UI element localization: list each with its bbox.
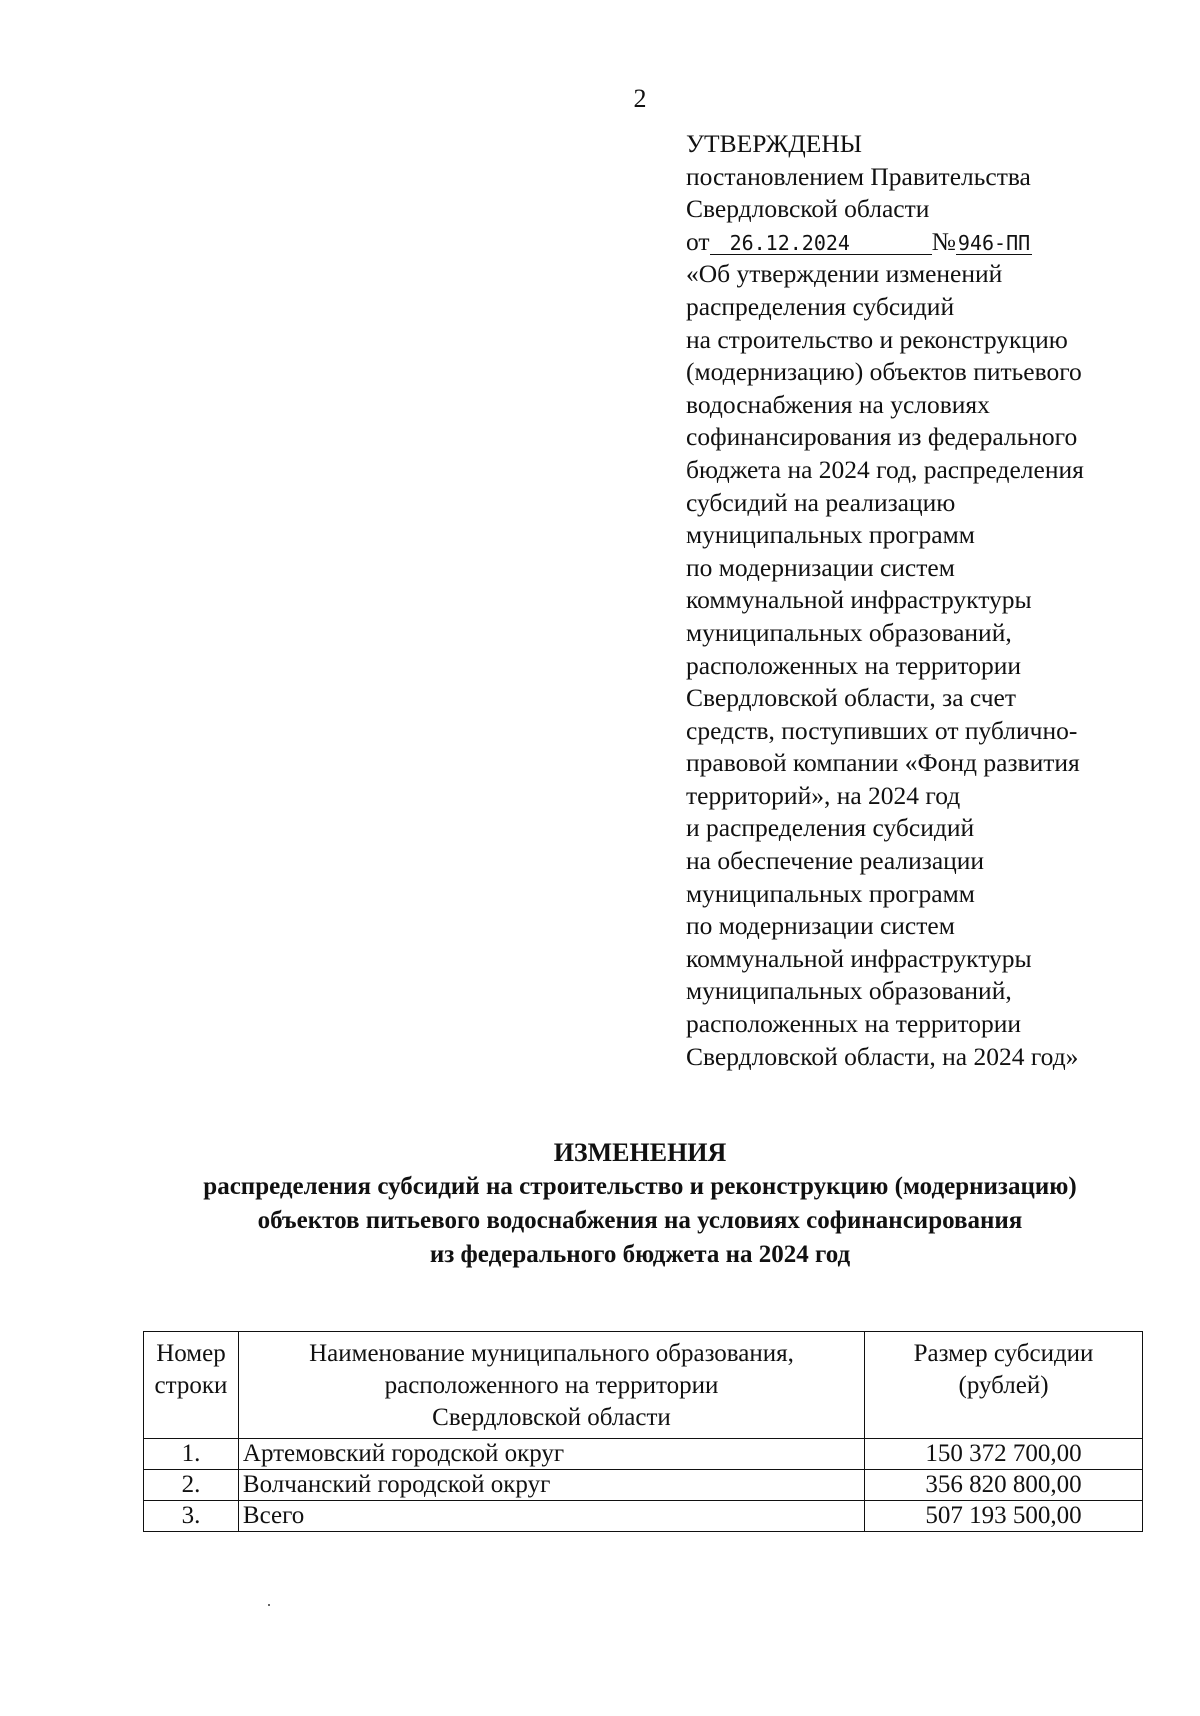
approval-title-line: муниципальных образований, bbox=[686, 976, 1012, 1006]
header-number bbox=[144, 1332, 239, 1439]
date-prefix: от bbox=[686, 226, 710, 256]
document-subtitle-line: распределения субсидий на строительство и реконструкцию (модернизацию) bbox=[203, 1173, 1077, 1200]
approval-date-line bbox=[686, 226, 1156, 259]
approval-title-line: коммунальной инфраструктуры bbox=[686, 943, 1032, 973]
row-name: Артемовский городской округ bbox=[238, 1439, 864, 1470]
header-amount bbox=[865, 1332, 1143, 1439]
approval-title-line: по модернизации систем bbox=[686, 552, 955, 582]
approval-title-line: распределения субсидий bbox=[686, 291, 955, 321]
scan-speck bbox=[268, 1604, 270, 1606]
approval-title-line: и распределения субсидий bbox=[686, 813, 975, 843]
header-name bbox=[238, 1332, 864, 1439]
header-amount-line: Размер субсидии bbox=[913, 1340, 1094, 1367]
approval-title bbox=[686, 258, 1156, 1073]
header-name-line: Свердловской области bbox=[432, 1404, 671, 1431]
approval-title-line: муниципальных образований, bbox=[686, 617, 1012, 647]
table-row bbox=[144, 1470, 1143, 1501]
header-name-line: расположенного на территории bbox=[384, 1372, 719, 1399]
row-amount: 507 193 500,00 bbox=[865, 1501, 1143, 1532]
approval-title-line: софинансирования из федерального bbox=[686, 422, 1078, 452]
approval-title-line: по модернизации систем bbox=[686, 911, 955, 941]
approval-number: 946-ПП bbox=[957, 230, 1031, 255]
approval-heading: УТВЕРЖДЕНЫ bbox=[686, 129, 862, 158]
approval-title-line: «Об утверждении изменений bbox=[686, 259, 1003, 289]
approval-title-line: расположенных на территории bbox=[686, 650, 1021, 680]
header-number-line: Номер bbox=[156, 1340, 226, 1367]
document-subtitle-line: из федерального бюджета на 2024 год bbox=[429, 1241, 851, 1268]
row-number: 2. bbox=[144, 1470, 239, 1501]
approval-title-line: (модернизацию) объектов питьевого bbox=[686, 357, 1082, 387]
table-header-row bbox=[144, 1332, 1143, 1439]
approval-title-line: территорий», на 2024 год bbox=[686, 780, 961, 810]
approval-title-line: расположенных на территории bbox=[686, 1009, 1021, 1039]
approval-date: 26.12.2024 bbox=[710, 232, 932, 255]
number-prefix: № bbox=[931, 226, 956, 256]
header-name-line: Наименование муниципального образования, bbox=[309, 1340, 794, 1367]
approval-title-line: коммунальной инфраструктуры bbox=[686, 585, 1032, 615]
header-number-line: строки bbox=[154, 1372, 228, 1399]
approval-title-line: муниципальных программ bbox=[686, 520, 975, 550]
approval-title-line: правовой компании «Фонд развития bbox=[686, 748, 1080, 778]
row-name: Волчанский городской округ bbox=[238, 1470, 864, 1501]
approval-title-line: водоснабжения на условиях bbox=[686, 389, 990, 419]
row-amount: 150 372 700,00 bbox=[865, 1439, 1143, 1470]
document-subtitle-line: объектов питьевого водоснабжения на условиях софинансирования bbox=[257, 1207, 1023, 1234]
approval-title-line: средств, поступивших от публично- bbox=[686, 715, 1078, 745]
approval-title-line: на строительство и реконструкцию bbox=[686, 324, 1068, 354]
row-number: 1. bbox=[144, 1439, 239, 1470]
row-number: 3. bbox=[144, 1501, 239, 1532]
approval-title-line: бюджета на 2024 год, распределения bbox=[686, 454, 1084, 484]
approval-title-line: Свердловской области, на 2024 год» bbox=[686, 1041, 1079, 1071]
approval-title-line: субсидий на реализацию bbox=[686, 487, 956, 517]
table-row bbox=[144, 1439, 1143, 1470]
approval-title-line: на обеспечение реализации bbox=[686, 846, 985, 876]
approval-line: постановлением Правительства bbox=[686, 161, 1031, 191]
approval-title-line: муниципальных программ bbox=[686, 878, 975, 908]
document-title: ИЗМЕНЕНИЯ bbox=[553, 1138, 727, 1167]
row-amount: 356 820 800,00 bbox=[865, 1470, 1143, 1501]
document-title-block bbox=[80, 1136, 1200, 1272]
table-row-total bbox=[144, 1501, 1143, 1532]
approval-title-line: Свердловской области, за счет bbox=[686, 683, 1017, 713]
page-number: 2 bbox=[633, 84, 647, 113]
approval-block bbox=[686, 128, 1156, 1073]
approval-line: Свердловской области bbox=[686, 194, 930, 224]
row-name: Всего bbox=[238, 1501, 864, 1532]
subsidies-table bbox=[143, 1331, 1143, 1532]
header-amount-line: (рублей) bbox=[958, 1372, 1049, 1399]
